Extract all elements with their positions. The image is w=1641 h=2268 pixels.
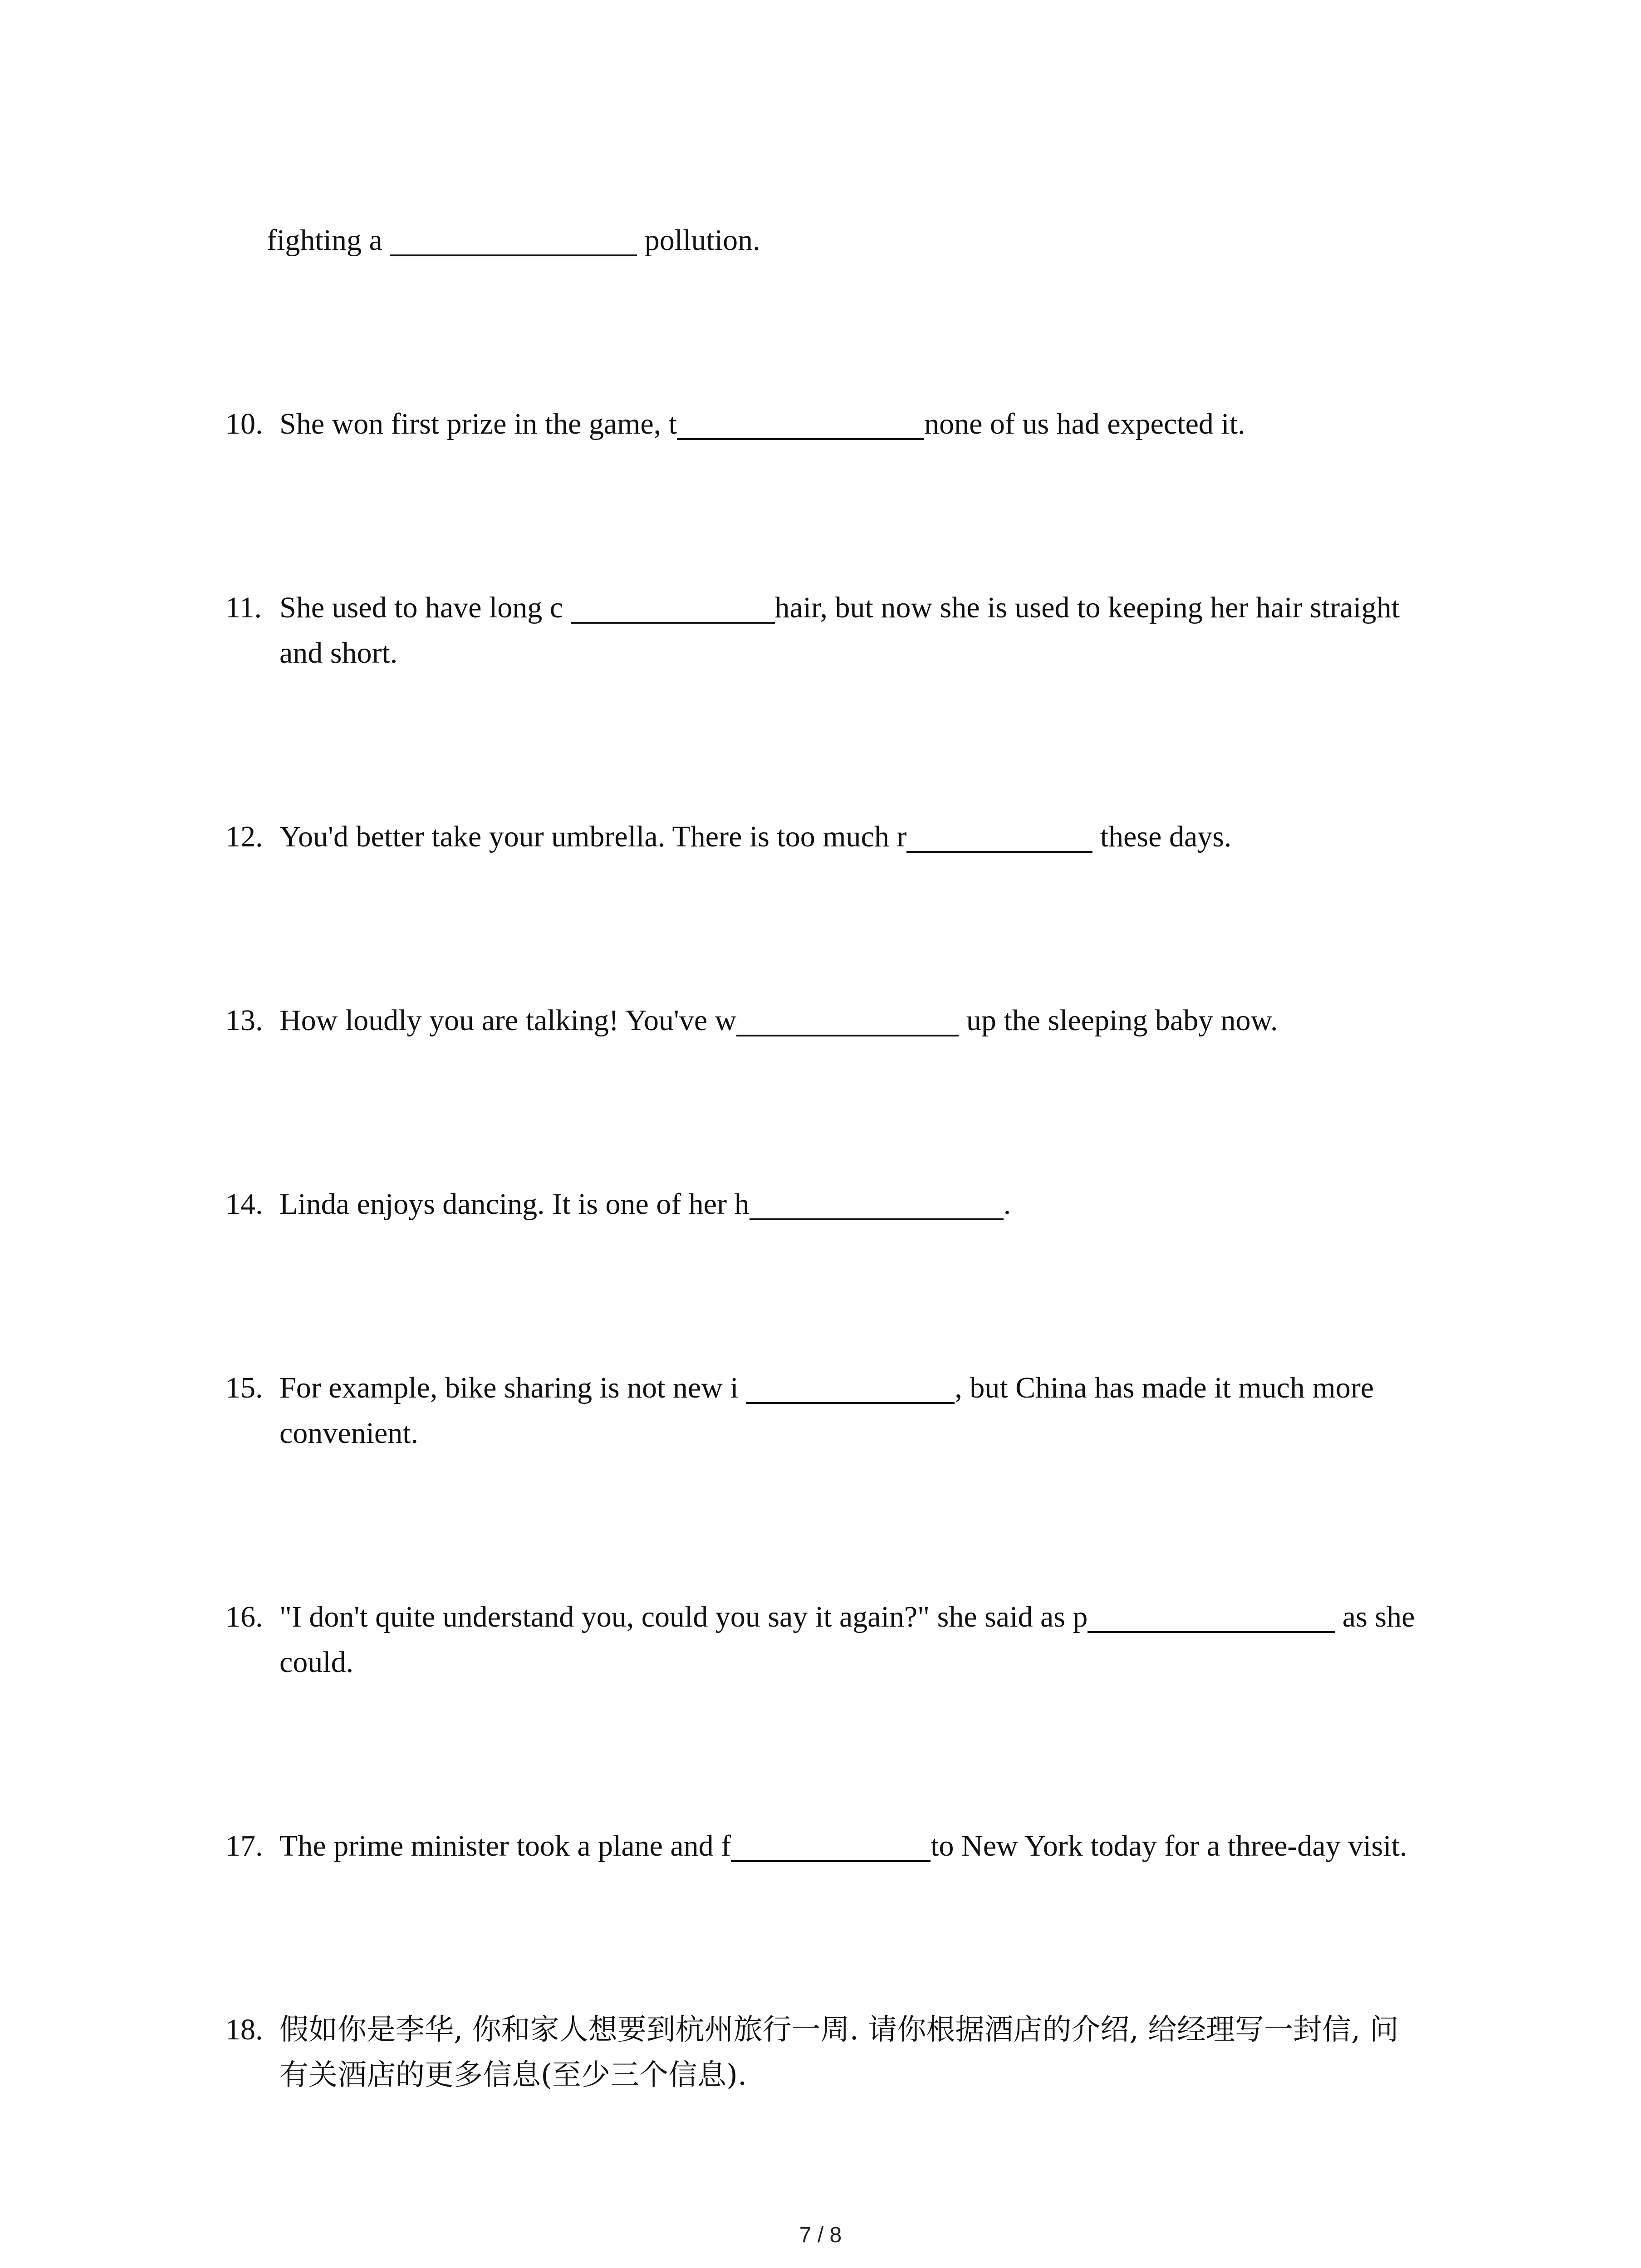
question-15-line2: convenient. — [279, 1417, 419, 1450]
question-number: 12. — [225, 820, 263, 853]
answer-blank[interactable] — [749, 1190, 1004, 1220]
question-text-before: The prime minister took a plane and f — [279, 1829, 731, 1862]
answer-blank[interactable] — [731, 1832, 931, 1862]
question-13 — [279, 998, 1278, 1043]
question-16 — [279, 1594, 1415, 1640]
question-number: 11. — [225, 591, 262, 624]
answer-blank[interactable] — [677, 410, 924, 440]
page-number: 7 / 8 — [799, 2223, 842, 2247]
question-17 — [279, 1823, 1407, 1869]
question-text-before: For example, bike sharing is not new i — [279, 1371, 746, 1404]
question-15 — [279, 1365, 1374, 1411]
question-10 — [279, 401, 1245, 447]
question-text-after: hair, but now she is used to keeping her hair straight — [774, 591, 1400, 624]
question-number: 16. — [225, 1600, 263, 1633]
continuation-text-after: pollution. — [637, 224, 760, 257]
continuation-text-before: fighting a — [267, 224, 390, 257]
continuation-line — [267, 218, 760, 263]
question-text-after: these days. — [1092, 820, 1232, 853]
question-number: 10. — [225, 407, 263, 440]
question-text-before: You'd better take your umbrella. There is too much r — [279, 820, 907, 853]
question-11 — [279, 585, 1400, 631]
question-text-before: She used to have long c — [279, 591, 571, 624]
question-text-after: , but China has made it much more — [955, 1371, 1374, 1404]
answer-blank[interactable] — [906, 823, 1092, 853]
question-text-before: "I don't quite understand you, could you say it again?" she said as p — [279, 1600, 1088, 1633]
question-text-after: . — [1003, 1188, 1011, 1221]
question-number: 17. — [225, 1829, 263, 1862]
question-number: 15. — [225, 1371, 263, 1404]
question-text-after: none of us had expected it. — [924, 407, 1245, 440]
answer-blank[interactable] — [571, 594, 775, 624]
question-text-before: Linda enjoys dancing. It is one of her h — [279, 1188, 749, 1221]
question-18-line1: 假如你是李华, 你和家人想要到杭州旅行一周. 请你根据酒店的介绍, 给经理写一封信, 问 — [279, 2013, 1399, 2047]
question-text-after: to New York today for a three-day visit. — [931, 1829, 1407, 1862]
answer-blank[interactable] — [390, 226, 637, 256]
answer-blank[interactable] — [736, 1007, 959, 1036]
question-14 — [279, 1182, 1011, 1227]
question-number: 13. — [225, 1004, 263, 1037]
question-16-line2: could. — [279, 1646, 354, 1679]
question-18-line2: 有关酒店的更多信息(至少三个信息). — [279, 2058, 747, 2092]
question-12 — [279, 814, 1231, 860]
question-11-line2: and short. — [279, 636, 398, 670]
question-text-before: How loudly you are talking! You've w — [279, 1004, 737, 1037]
question-number: 18. — [225, 2013, 263, 2046]
answer-blank[interactable] — [1087, 1603, 1335, 1633]
question-text-before: She won first prize in the game, t — [279, 407, 677, 440]
question-text-after: up the sleeping baby now. — [959, 1004, 1278, 1037]
answer-blank[interactable] — [746, 1374, 955, 1404]
question-text-after: as she — [1335, 1600, 1415, 1633]
question-number: 14. — [225, 1188, 263, 1221]
